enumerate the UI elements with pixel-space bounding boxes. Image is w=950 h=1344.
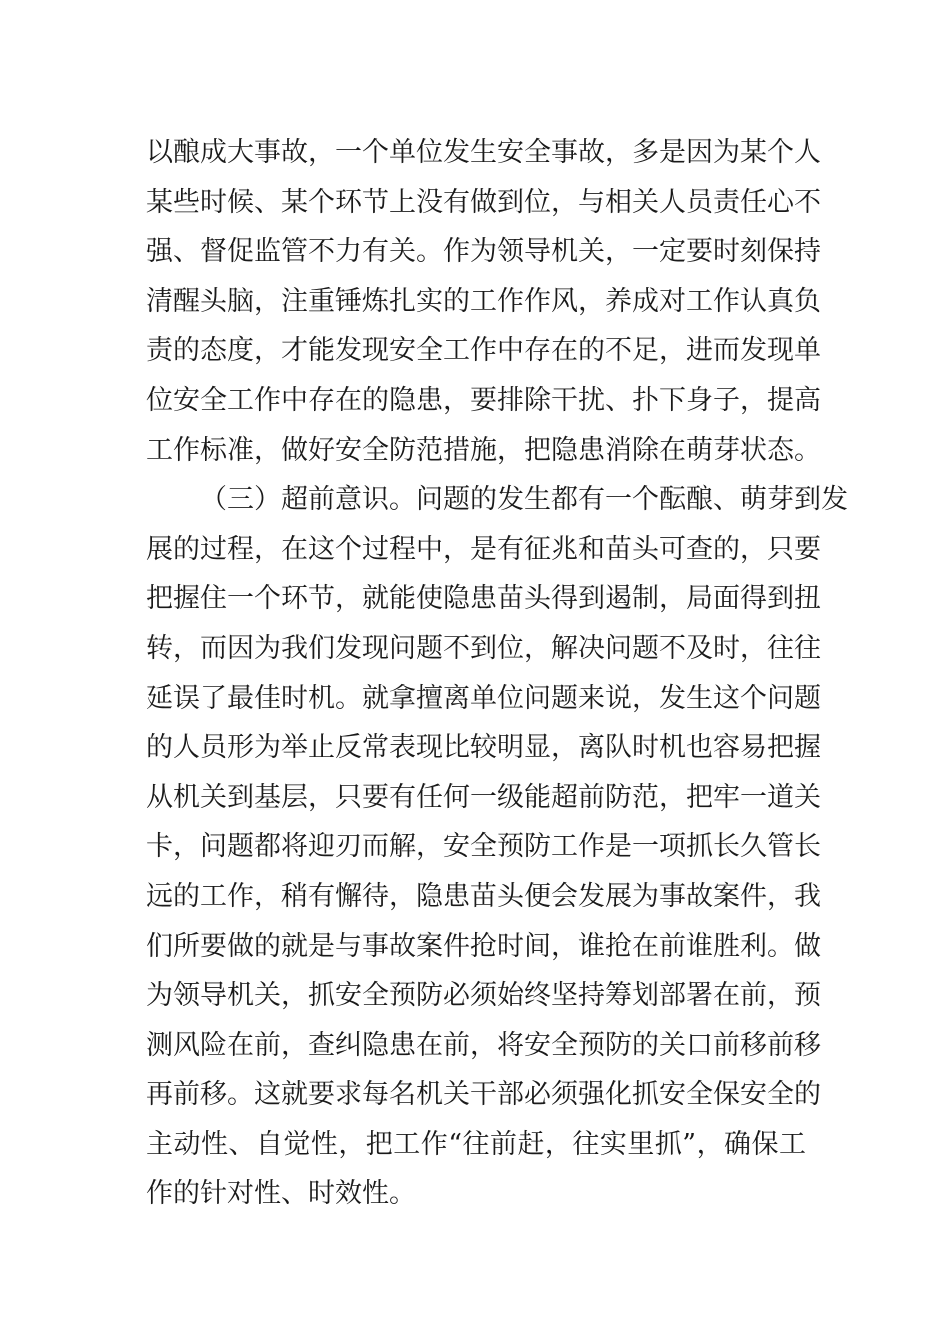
text-line: 再前移。这就要求每名机关干部必须强化抓安全保安全的: [146, 1079, 821, 1111]
text-line: 们所要做的就是与事故案件抢时间，谁抢在前谁胜利。做: [146, 930, 821, 962]
text-line: 以酿成大事故，一个单位发生安全事故，多是因为某个人: [146, 137, 821, 168]
text-line: 主动性、自觉性，把工作“往前赶，往实里抓”，确保工: [146, 1128, 806, 1160]
text-line: 作的针对性、时效性。: [146, 1178, 416, 1210]
text-line: 的人员形为举止反常表现比较明显，离队时机也容易把握: [146, 732, 821, 764]
text-line: 从机关到基层，只要有任何一级能超前防范，把牢一道关: [146, 781, 821, 813]
text-line: 卡，问题都将迎刃而解，安全预防工作是一项抓长久管长: [146, 831, 821, 863]
text-line: 把握住一个环节，就能使隐患苗头得到遏制，局面得到扭: [146, 583, 821, 615]
body-text: [146, 128, 848, 1219]
text-line: 测风险在前，查纠隐患在前，将安全预防的关口前移前移: [146, 1029, 821, 1061]
text-line: 转，而因为我们发现问题不到位，解决问题不及时，往往: [146, 632, 821, 664]
section-heading-line: （三）超前意识。问题的发生都有一个酝酿、萌芽到发: [200, 484, 848, 516]
text-line: 某些时候、某个环节上没有做到位，与相关人员责任心不: [146, 186, 821, 218]
text-line: 为领导机关，抓安全预防必须始终坚持筹划部署在前，预: [146, 980, 821, 1012]
text-line: 强、督促监管不力有关。作为领导机关，一定要时刻保持: [146, 236, 821, 268]
text-line: 工作标准，做好安全防范措施，把隐患消除在萌芽状态。: [146, 434, 821, 466]
text-line: 展的过程，在这个过程中，是有征兆和苗头可查的，只要: [146, 533, 821, 565]
text-line: 远的工作，稍有懈待，隐患苗头便会发展为事故案件，我: [146, 880, 821, 912]
text-line: 位安全工作中存在的隐患，要排除干扰、扑下身子，提高: [146, 384, 821, 416]
text-line: 清醒头脑，注重锤炼扎实的工作作风，养成对工作认真负: [146, 285, 821, 317]
text-line: 责的态度，才能发现安全工作中存在的不足，进而发现单: [146, 335, 821, 367]
text-line: 延误了最佳时机。就拿擅离单位问题来说，发生这个问题: [146, 682, 821, 714]
